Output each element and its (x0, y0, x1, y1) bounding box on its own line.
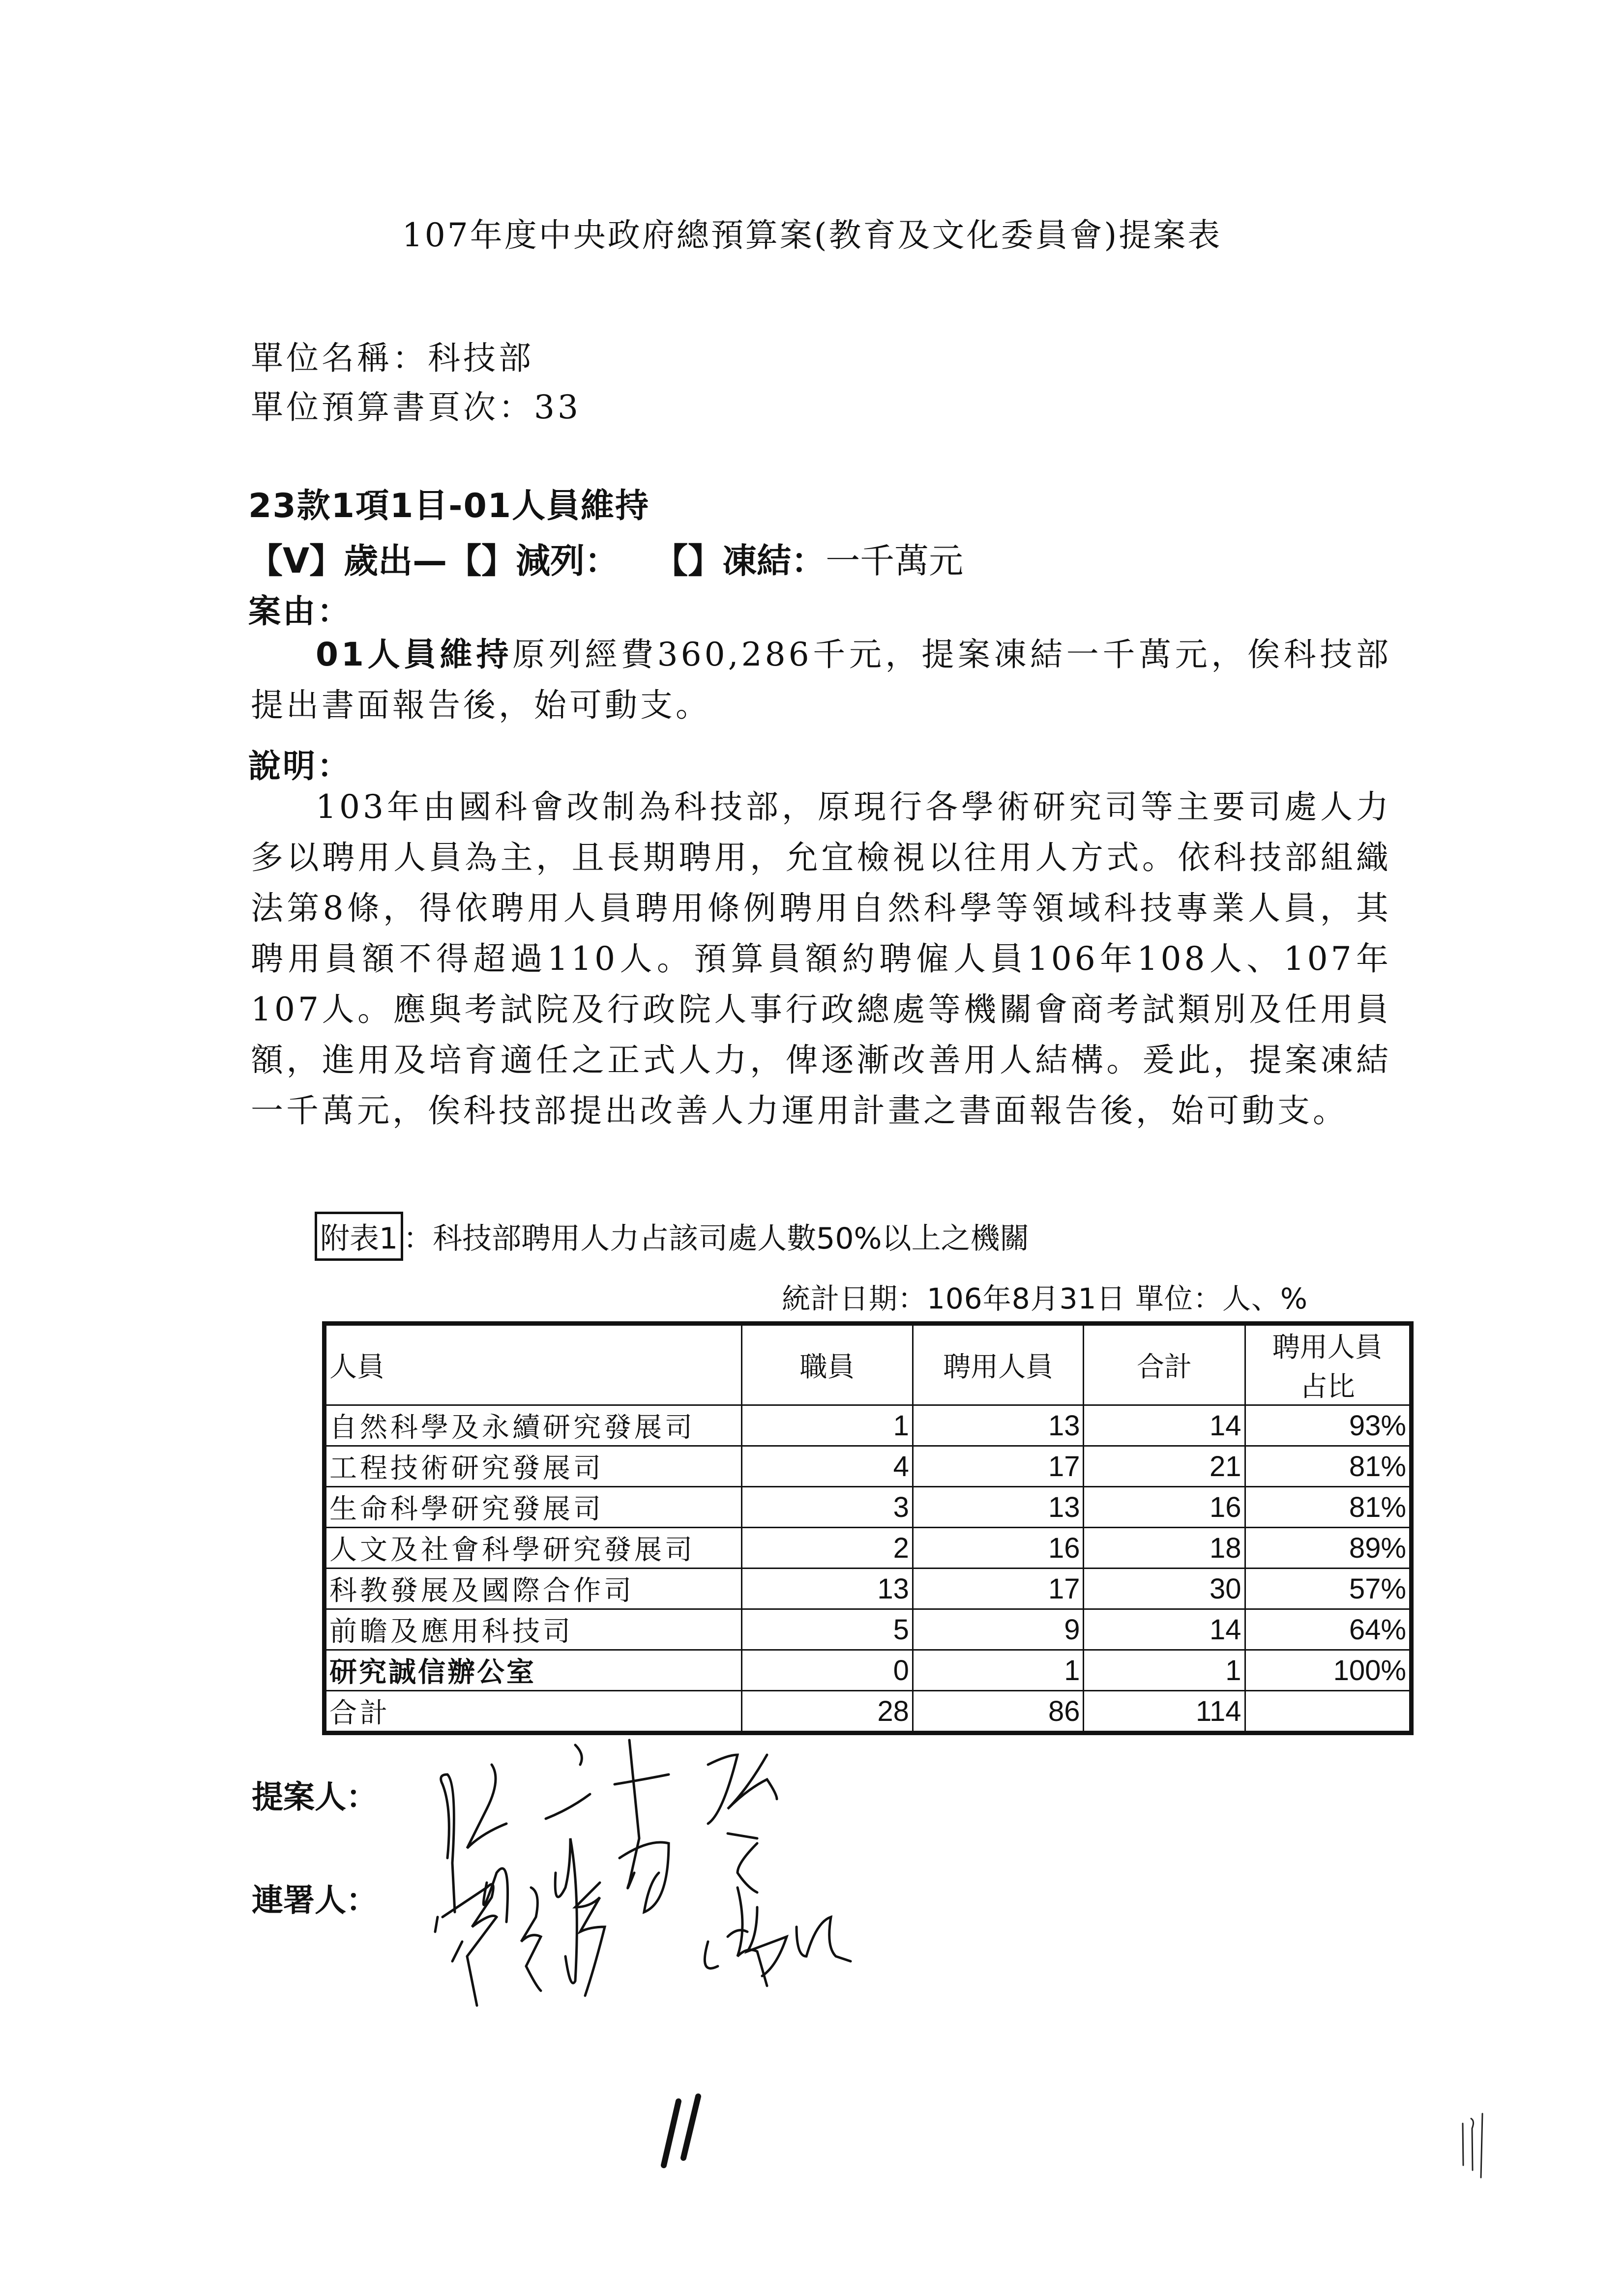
row-ratio (1245, 1691, 1412, 1733)
row-contract: 13 (913, 1405, 1084, 1446)
table-caption (315, 1212, 1030, 1261)
table-row (325, 1569, 1412, 1609)
freeze-option: 【】凍結： (653, 541, 826, 581)
row-name: 前瞻及應用科技司 (325, 1609, 742, 1650)
row-total: 114 (1084, 1691, 1245, 1733)
row-staff: 0 (742, 1650, 913, 1691)
table-tag: 附表1 (315, 1212, 403, 1261)
row-total: 21 (1084, 1446, 1245, 1487)
row-total: 14 (1084, 1609, 1245, 1650)
row-name: 生命科學研究發展司 (325, 1487, 742, 1528)
row-staff: 13 (742, 1569, 913, 1609)
proposer-label: 提案人： (252, 1779, 378, 1816)
row-name: 研究誠信辦公室 (325, 1650, 742, 1691)
section-title: 23款1項1目-01人員維持 (248, 487, 650, 525)
row-name: 科教發展及國際合作司 (325, 1569, 742, 1609)
reason-text: 原列經費360,286千元，提案凍結一千萬元，俟科技部提出書面報告後，始可動支。 (251, 636, 1391, 724)
row-ratio: 81% (1245, 1446, 1412, 1487)
row-contract: 17 (913, 1569, 1084, 1609)
header-ratio (1245, 1324, 1412, 1405)
table-row (325, 1650, 1412, 1691)
handwritten-page-number (654, 2094, 752, 2173)
row-name: 工程技術研究發展司 (325, 1446, 742, 1487)
table-row (325, 1446, 1412, 1487)
row-ratio: 81% (1245, 1487, 1412, 1528)
table-header-row (325, 1324, 1412, 1405)
row-ratio: 57% (1245, 1569, 1412, 1609)
row-staff: 5 (742, 1609, 913, 1650)
row-contract: 1 (913, 1650, 1084, 1691)
row-ratio: 89% (1245, 1528, 1412, 1569)
row-contract: 9 (913, 1609, 1084, 1650)
row-name: 人文及社會科學研究發展司 (325, 1528, 742, 1569)
header-total: 合計 (1084, 1324, 1245, 1405)
expense-option: 【V】歲出— (248, 541, 447, 581)
freeze-amount: 一千萬元 (826, 541, 964, 581)
document-title: 107年度中央政府總預算案(教育及文化委員會)提案表 (402, 216, 1222, 254)
header-contract: 聘用人員 (913, 1324, 1084, 1405)
handwritten-sheet-number (1460, 2114, 1490, 2182)
header-staff: 職員 (742, 1324, 913, 1405)
table-row (325, 1405, 1412, 1446)
row-staff: 4 (742, 1446, 913, 1487)
table-row (325, 1609, 1412, 1650)
row-total: 16 (1084, 1487, 1245, 1528)
header-ratio-line2: 占比 (1299, 1371, 1355, 1403)
table-caption-text: ：科技部聘用人力占該司處人數50%以上之機關 (403, 1221, 1030, 1256)
row-ratio: 100% (1245, 1650, 1412, 1691)
cut-option: 【】減列： (447, 541, 620, 581)
row-ratio: 93% (1245, 1405, 1412, 1446)
cosigner-label: 連署人： (252, 1883, 378, 1919)
row-total: 1 (1084, 1650, 1245, 1691)
reason-label: 案由： (248, 592, 352, 630)
unit-name: 單位名稱：科技部 (251, 339, 534, 377)
stat-date: 統計日期：106年8月31日 單位：人、% (782, 1282, 1308, 1315)
row-staff: 28 (742, 1691, 913, 1733)
row-total: 18 (1084, 1528, 1245, 1569)
row-ratio: 64% (1245, 1609, 1412, 1650)
row-contract: 86 (913, 1691, 1084, 1733)
row-name: 合計 (325, 1691, 742, 1733)
row-staff: 2 (742, 1528, 913, 1569)
row-staff: 3 (742, 1487, 913, 1528)
cosigner-signature (443, 1878, 1082, 2074)
header-personnel: 人員 (325, 1324, 742, 1405)
table-row (325, 1487, 1412, 1528)
staff-table (322, 1321, 1414, 1735)
reason-lead: 01人員維持 (316, 636, 513, 673)
row-contract: 17 (913, 1446, 1084, 1487)
row-staff: 1 (742, 1405, 913, 1446)
reason-paragraph (251, 629, 1391, 730)
row-total: 30 (1084, 1569, 1245, 1609)
explanation-label: 說明： (248, 747, 352, 785)
table-row (325, 1528, 1412, 1569)
row-contract: 16 (913, 1528, 1084, 1569)
header-ratio-line1: 聘用人員 (1272, 1332, 1383, 1364)
explanation-paragraph: 103年由國科會改制為科技部，原現行各學術研究司等主要司處人力多以聘用人員為主，且長期聘用，允宜檢視以往用人方式。依科技部組織法第8條，得依聘用人員聘用條例聘用自然科學等領域科技專業人員，其聘用員額不得超過110人。預算員額約聘僱人員106年108人、107年107人。應與考試院及行政院人事行政總處等機關會商考試類別及任用員額，進用及培育適任之正式人力，俾逐漸改善用人結構。爰此，提案凍結一千萬元，俟科技部提出改善人力運用計畫之書面報告後，始可動支。 (251, 788, 1391, 1130)
row-name: 自然科學及永續研究發展司 (325, 1405, 742, 1446)
proposal-options (248, 533, 963, 583)
unit-budget-page: 單位預算書頁次：33 (251, 388, 581, 426)
row-contract: 13 (913, 1487, 1084, 1528)
row-total: 14 (1084, 1405, 1245, 1446)
